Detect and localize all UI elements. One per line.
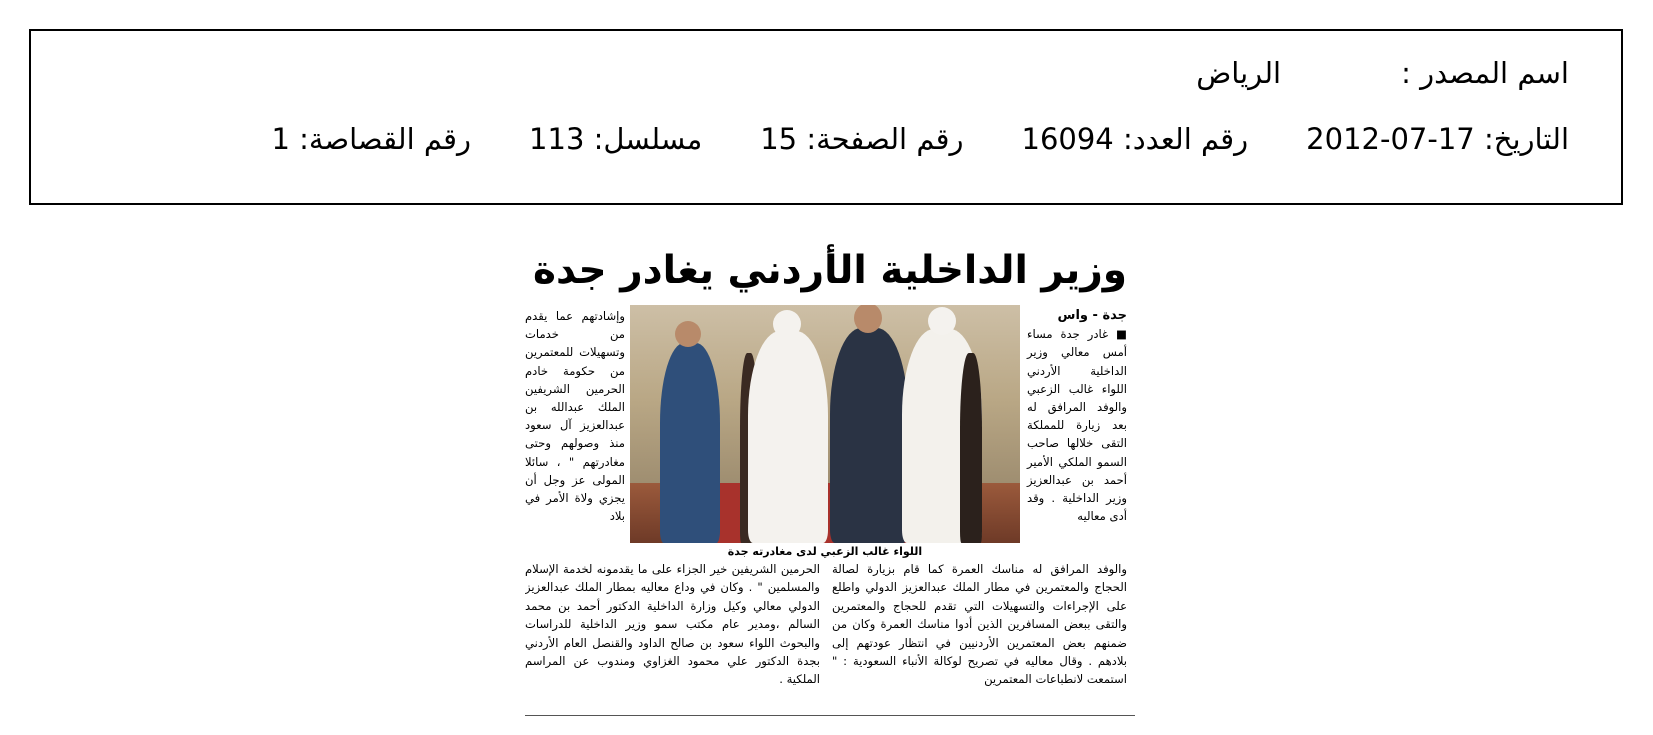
- metadata-details-row: [71, 119, 1569, 159]
- source-value: الرياض: [1196, 56, 1282, 90]
- clip-metadata-box: [29, 29, 1623, 205]
- clip-bottom-rule: [525, 715, 1135, 716]
- issue-number-field: رقم العدد: 16094: [1021, 122, 1249, 156]
- newspaper-clipping: [525, 242, 1135, 720]
- article-text-right: ■ غادر جدة مساء أمس معالي وزير الداخلية الأردني اللواء غالب الزعبي والوفد المرافق له بعد زيارة للمملكة التقى خلالها صاحب السمو الملكي الأمير أحمد بن عبدالعزيز وزير الداخلية . وقد أدى معاليه: [1027, 327, 1127, 524]
- photo-figure-cloak-right: [960, 353, 982, 543]
- source-label: اسم المصدر :: [1401, 56, 1569, 90]
- photo-figure-minister: [830, 328, 908, 543]
- photo-figure-thobe: [748, 331, 828, 543]
- photo-figure-officer: [660, 343, 720, 543]
- article-byline: جدة - واس: [1057, 308, 1127, 323]
- article-headline: وزير الداخلية الأردني يغادر جدة: [532, 248, 1128, 293]
- page-number-field: رقم الصفحة: 15: [760, 122, 964, 156]
- article-text-bottom-right: والوفد المرافق له مناسك العمرة كما قام بزيارة لصالة الحجاج والمعتمرين في مطار الملك عبدالعزيز الدولي واطلع على الإجراءات والتسهيلات التي تقدم للحجاج والمعتمرين والتقى ببعض المسافرين الذين أدوا مناسك العمرة وكان من ضمنهم بعض المعتمرين الأردنيين في انتظار عودتهم إلى بلادهم . وقال معاليه في تصريح لوكالة الأنباء السعودية : " استمعت لانطباعات المعتمرين: [832, 562, 1127, 687]
- photo-head: [675, 321, 701, 347]
- article-text-bottom-left: الحرمين الشريفين خير الجزاء على ما يقدمونه لخدمة الإسلام والمسلمين " . وكان في وداع معاليه بمطار الملك عبدالعزيز الدولي معالي وكيل وزارة الداخلية الدكتور أحمد بن محمد السالم ،ومدير عام مكتب سمو وزير الداخلية للدراسات والبحوث اللواء سعود بن صالح الداود والقنصل العام الأردني بجدة الدكتور علي محمود الغزاوي ومندوب عن المراسم الملكية .: [525, 562, 820, 687]
- article-photo: [630, 305, 1020, 543]
- article-column-right: [1027, 307, 1127, 525]
- photo-caption: اللواء غالب الزعبي لدى مغادرته جدة: [727, 545, 923, 558]
- clip-number-field: رقم القصاصة: 1: [271, 122, 472, 156]
- photo-head: [928, 307, 956, 335]
- metadata-source-row: [71, 53, 1569, 93]
- photo-head: [773, 310, 801, 338]
- article-bottom-section: [525, 560, 1127, 708]
- serial-number-field: مسلسل: 113: [529, 122, 703, 156]
- article-column-left: وإشادتهم عما يقدم من خدمات وتسهيلات للمعتمرين من حكومة خادم الحرمين الشريفين الملك عبدالله بن عبدالعزيز آل سعود منذ وصولهم وحتى مغادرتهم " ، سائلا المولى عز وجل أن يجزي ولاة الأمر في بلاد: [525, 309, 625, 524]
- date-field: التاريخ: 17-07-2012: [1306, 122, 1569, 156]
